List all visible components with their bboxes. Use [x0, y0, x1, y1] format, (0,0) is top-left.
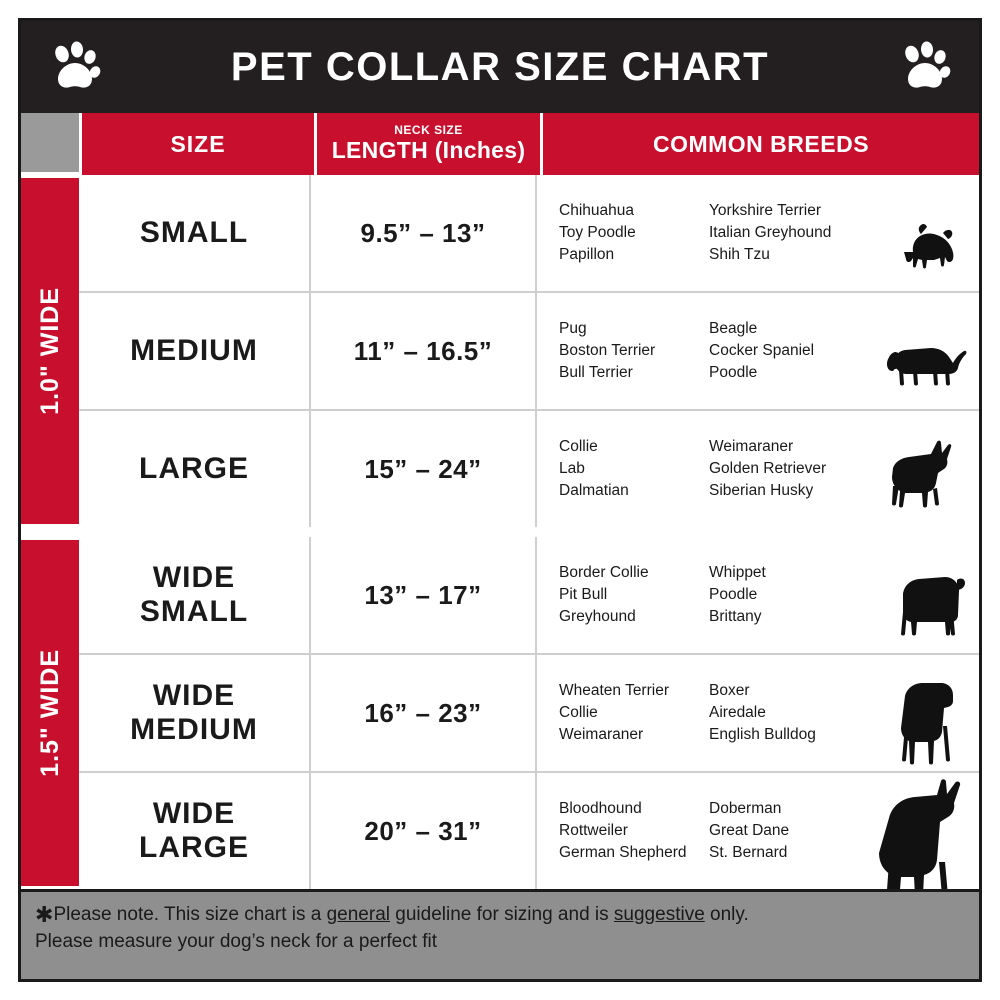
column-header-length — [314, 113, 540, 175]
table-row — [79, 175, 979, 291]
paw-icon — [899, 41, 951, 93]
table-row — [79, 653, 979, 771]
asterisk-icon: ✱ — [35, 902, 54, 927]
table-row — [79, 291, 979, 409]
width-label-column — [21, 113, 79, 889]
cell-size — [79, 537, 311, 653]
cell-size-line1: WIDE — [152, 561, 236, 595]
cell-length: 16” – 23” — [311, 655, 537, 771]
column-header-length-sub: NECK SIZE — [394, 122, 463, 137]
cell-size: MEDIUM — [79, 293, 311, 409]
chart-header — [21, 21, 979, 113]
cell-length: 15” – 24” — [311, 411, 537, 527]
footer-emphasis-general: general — [326, 904, 390, 925]
table-header-row — [79, 113, 979, 175]
cell-breeds — [537, 175, 979, 291]
breed-item: Collie — [559, 438, 598, 455]
breed-item: Siberian Husky — [709, 482, 814, 499]
breed-item: Poodle — [709, 586, 758, 603]
paw-icon — [49, 41, 101, 93]
cell-size — [79, 655, 311, 771]
cell-breeds — [537, 293, 979, 409]
table-rows — [79, 175, 979, 889]
table-row — [79, 409, 979, 527]
breed-column-1 — [559, 436, 689, 502]
breed-item: Great Dane — [709, 822, 790, 839]
breed-item: Brittany — [709, 608, 762, 625]
breed-item: Shih Tzu — [709, 246, 770, 263]
breed-item: Wheaten Terrier — [559, 682, 669, 699]
breed-item: Lab — [559, 460, 585, 477]
column-header-length-main: LENGTH (Inches) — [331, 137, 526, 164]
row-group-1-5-wide — [79, 537, 979, 889]
cell-size: SMALL — [79, 175, 311, 291]
breed-column-2 — [709, 318, 814, 384]
corner-cell — [21, 113, 79, 175]
width-label-1-0-text: 1.0" WIDE — [35, 287, 64, 415]
breed-column-1 — [559, 680, 689, 746]
cell-size-line2: LARGE — [139, 831, 249, 864]
pomeranian-silhouette-icon — [897, 216, 971, 283]
breed-column-2 — [709, 562, 766, 628]
page-title: PET COLLAR SIZE CHART — [230, 44, 770, 89]
breed-item: Papillon — [559, 246, 615, 263]
cell-breeds — [537, 537, 979, 653]
cell-size-line1: WIDE — [152, 679, 236, 713]
cell-size-line2: MEDIUM — [130, 713, 258, 746]
cell-size-line1: WIDE — [152, 797, 236, 831]
breed-item: Toy Poodle — [559, 224, 636, 241]
width-label-1-5-text: 1.5" WIDE — [35, 649, 64, 777]
cell-length: 11” – 16.5” — [311, 293, 537, 409]
breed-column-2 — [709, 200, 831, 266]
width-label-1-0 — [21, 175, 79, 527]
table-row — [79, 771, 979, 889]
footer-emphasis-suggestive: suggestive — [613, 904, 705, 925]
cell-length: 9.5” – 13” — [311, 175, 537, 291]
chart-body — [21, 113, 979, 889]
shepherd-silhouette-icon — [875, 434, 971, 525]
column-header-breeds: COMMON BREEDS — [540, 113, 979, 175]
cell-breeds — [537, 773, 979, 889]
breed-item: Poodle — [709, 364, 758, 381]
cell-breeds — [537, 411, 979, 527]
footer-line-1-e: only. — [704, 904, 749, 925]
cell-length: 13” – 17” — [311, 537, 537, 653]
breed-item: Pug — [559, 320, 587, 337]
breed-column-2 — [709, 436, 826, 502]
breed-item: Airedale — [709, 704, 766, 721]
cell-length: 20” – 31” — [311, 773, 537, 889]
breed-column-2 — [709, 680, 816, 746]
breed-item: Boxer — [709, 682, 750, 699]
table-row — [79, 537, 979, 653]
breed-item: English Bulldog — [709, 726, 816, 743]
table — [79, 113, 979, 889]
breed-item: Beagle — [709, 320, 758, 337]
width-label-1-5 — [21, 537, 79, 889]
dachshund-silhouette-icon — [885, 330, 971, 397]
breed-item: Greyhound — [559, 608, 636, 625]
breed-column-1 — [559, 798, 689, 864]
breed-item: Chihuahua — [559, 202, 634, 219]
breed-item: Yorkshire Terrier — [709, 202, 821, 219]
size-chart — [18, 18, 982, 982]
row-group-1-0-wide — [79, 175, 979, 527]
breed-item: Bull Terrier — [559, 364, 633, 381]
breed-item: Doberman — [709, 800, 782, 817]
breed-item: Dalmatian — [559, 482, 629, 499]
cell-breeds — [537, 655, 979, 771]
footer-line-1-a: Please note. This size chart is a — [53, 904, 327, 925]
breed-column-1 — [559, 318, 689, 384]
footer-line-2: Please measure your dog’s neck for a perfect fit — [35, 930, 438, 952]
cell-size: LARGE — [79, 411, 311, 527]
cell-size — [79, 773, 311, 889]
column-header-size: SIZE — [170, 130, 226, 157]
breed-item: German Shepherd — [559, 844, 687, 861]
footer-line-1 — [35, 902, 961, 929]
breed-item: Italian Greyhound — [709, 224, 832, 241]
bulldog-silhouette-icon — [883, 564, 971, 649]
breed-item: Cocker Spaniel — [709, 342, 815, 359]
footer-note — [21, 889, 979, 979]
breed-item: St. Bernard — [709, 844, 788, 861]
cell-size-line2: SMALL — [139, 595, 249, 628]
pitbull-silhouette-icon — [875, 670, 971, 771]
breed-item: Bloodhound — [559, 800, 642, 817]
breed-item: Weimaraner — [709, 438, 794, 455]
breed-item: Collie — [559, 704, 598, 721]
footer-line-1-c: guideline for sizing and is — [390, 904, 614, 925]
breed-item: Weimaraner — [559, 726, 644, 743]
group-divider — [79, 527, 979, 537]
breed-column-1 — [559, 562, 689, 628]
breed-item: Whippet — [709, 564, 766, 581]
group-divider — [21, 527, 79, 537]
breed-item: Border Collie — [559, 564, 649, 581]
breed-column-2 — [709, 798, 789, 864]
breed-item: Boston Terrier — [559, 342, 656, 359]
breed-item: Golden Retriever — [709, 460, 827, 477]
breed-column-1 — [559, 200, 689, 266]
breed-item: Rottweiler — [559, 822, 628, 839]
breed-item: Pit Bull — [559, 586, 608, 603]
